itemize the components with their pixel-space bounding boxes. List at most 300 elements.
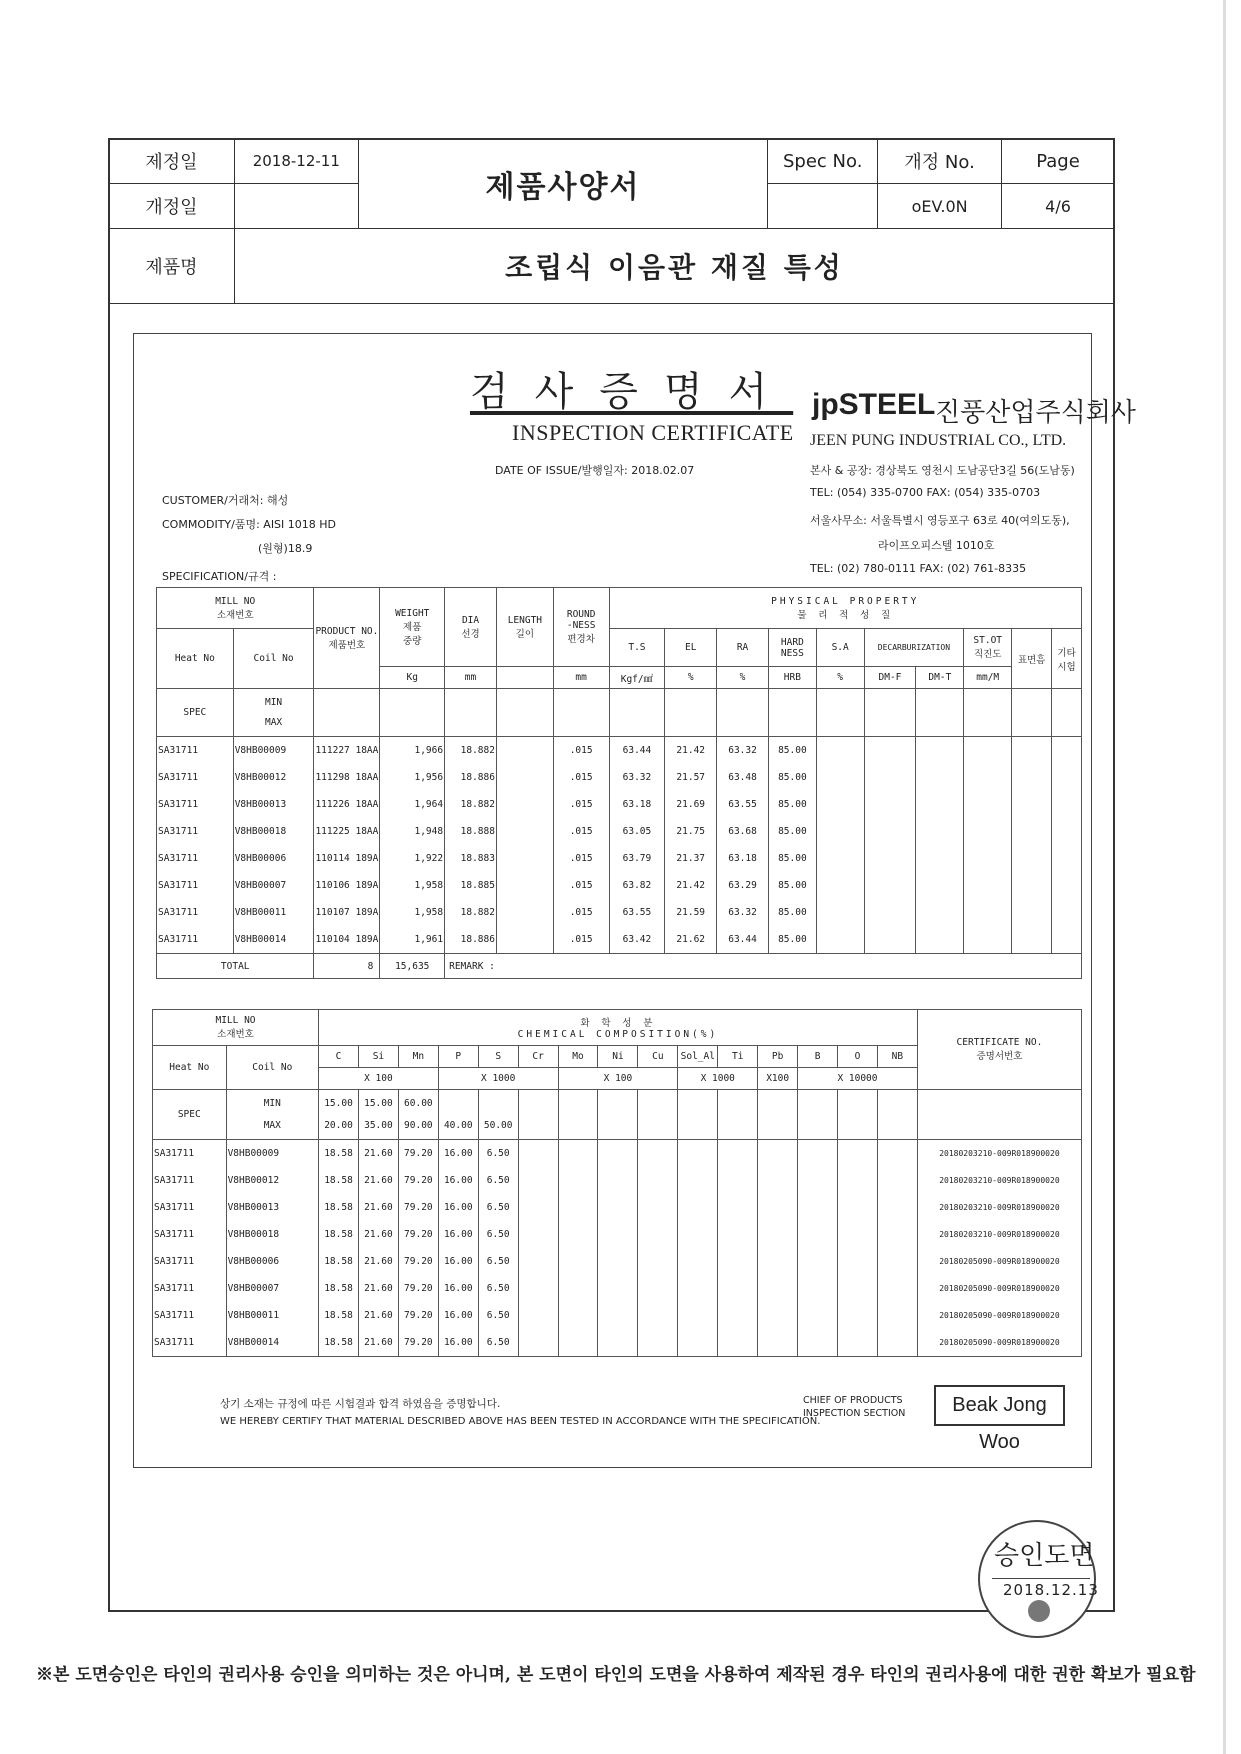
spec-p-max: 40.00 bbox=[443, 1119, 473, 1131]
col-hardness: HARD NESS bbox=[768, 629, 816, 667]
table-cell: 85.00 bbox=[768, 926, 816, 954]
table-cell bbox=[864, 764, 916, 791]
table-cell bbox=[916, 764, 964, 791]
spec-s-max: 50.00 bbox=[483, 1119, 513, 1131]
chem-col-heat-no: Heat No bbox=[153, 1046, 227, 1090]
table-cell bbox=[638, 1167, 678, 1194]
table-row bbox=[153, 1275, 1082, 1302]
table-row bbox=[153, 1194, 1082, 1221]
table-cell: 21.57 bbox=[665, 764, 717, 791]
table-cell: SA31711 bbox=[153, 1275, 227, 1302]
table-cell bbox=[877, 1329, 917, 1357]
spec-cell bbox=[1012, 689, 1052, 737]
table-cell: V8HB00007 bbox=[226, 1275, 318, 1302]
table-row bbox=[153, 1167, 1082, 1194]
table-cell bbox=[718, 1329, 758, 1357]
spec-cell bbox=[758, 1090, 798, 1140]
table-cell: 20180203210-009R018900020 bbox=[917, 1140, 1081, 1168]
stamp-divider bbox=[992, 1578, 1090, 1579]
element-sol_al: Sol_Al bbox=[678, 1046, 718, 1068]
total-count: 8 bbox=[314, 954, 380, 979]
table-cell bbox=[1012, 737, 1052, 765]
table-cell bbox=[1052, 818, 1082, 845]
table-cell: 110106 189A bbox=[314, 872, 380, 899]
table-cell bbox=[598, 1140, 638, 1168]
table-cell: 63.18 bbox=[717, 845, 769, 872]
page-value: 4/6 bbox=[1002, 184, 1115, 229]
table-row bbox=[157, 791, 1082, 818]
spec-min-max bbox=[233, 689, 314, 737]
table-cell: SA31711 bbox=[157, 845, 234, 872]
table-cell: V8HB00013 bbox=[233, 791, 314, 818]
table-cell: 110104 189A bbox=[314, 926, 380, 954]
spec-cell bbox=[496, 689, 553, 737]
table-cell bbox=[558, 1167, 598, 1194]
col-weight: WEIGHT 제품 중량 bbox=[380, 588, 445, 667]
table-cell: 111298 18AA bbox=[314, 764, 380, 791]
table-cell: 16.00 bbox=[438, 1302, 478, 1329]
unit-dmf: DM-F bbox=[864, 667, 916, 689]
table-cell: SA31711 bbox=[153, 1302, 227, 1329]
spec-cell bbox=[917, 1090, 1081, 1140]
rev-no-value: oEV.0N bbox=[878, 184, 1002, 229]
chemical-composition-table bbox=[152, 1009, 1082, 1357]
table-cell: 1,964 bbox=[380, 791, 445, 818]
table-cell: 18.58 bbox=[319, 1302, 359, 1329]
table-cell: 79.20 bbox=[398, 1248, 438, 1275]
table-cell bbox=[798, 1275, 838, 1302]
col-mill-no: MILL NO 소재번호 bbox=[157, 588, 314, 629]
label-spec-no: Spec No. bbox=[768, 139, 878, 184]
table-cell: 20180203210-009R018900020 bbox=[917, 1221, 1081, 1248]
chem-col-mill-no: MILL NO 소재번호 bbox=[153, 1010, 319, 1046]
table-cell bbox=[558, 1221, 598, 1248]
table-cell: 21.60 bbox=[358, 1140, 398, 1168]
table-cell bbox=[1012, 764, 1052, 791]
col-surface: 표면흠 bbox=[1012, 629, 1052, 689]
bottom-disclaimer: ※본 도면승인은 타인의 권리사용 승인을 의미하는 것은 아니며, 본 도면이 타인의 도면을 사용하여 제작된 경우 타인의 권리사용에 대한 권한 확보가 필요함 bbox=[36, 1665, 1196, 1685]
element-nb: NB bbox=[877, 1046, 917, 1068]
col-dia: DIA 선경 bbox=[445, 588, 497, 667]
table-cell bbox=[598, 1329, 638, 1357]
table-cell: 18.58 bbox=[319, 1167, 359, 1194]
spec-label: SPEC bbox=[157, 689, 234, 737]
table-cell bbox=[877, 1248, 917, 1275]
table-cell: 63.55 bbox=[609, 899, 665, 926]
spec-s bbox=[478, 1090, 518, 1140]
table-cell: 21.42 bbox=[665, 737, 717, 765]
spec-si-max: 35.00 bbox=[364, 1119, 393, 1131]
table-cell bbox=[718, 1302, 758, 1329]
table-cell: SA31711 bbox=[153, 1140, 227, 1168]
unit-weight: Kg bbox=[380, 667, 445, 689]
col-product-no: PRODUCT NO. 제품번호 bbox=[314, 588, 380, 689]
table-cell bbox=[838, 1167, 878, 1194]
table-cell bbox=[964, 737, 1012, 765]
mult-x10000: X 10000 bbox=[798, 1068, 918, 1090]
table-cell: 18.886 bbox=[445, 764, 497, 791]
table-cell bbox=[798, 1302, 838, 1329]
spec-cell bbox=[558, 1090, 598, 1140]
spec-cell bbox=[768, 689, 816, 737]
table-cell: V8HB00009 bbox=[233, 737, 314, 765]
col-coil-no: Coil No bbox=[233, 629, 314, 689]
table-cell bbox=[838, 1140, 878, 1168]
table-cell bbox=[496, 791, 553, 818]
table-cell: 85.00 bbox=[768, 764, 816, 791]
table-cell: V8HB00007 bbox=[233, 872, 314, 899]
table-cell: SA31711 bbox=[157, 899, 234, 926]
table-cell bbox=[1012, 818, 1052, 845]
table-cell: 110114 189A bbox=[314, 845, 380, 872]
table-cell: V8HB00014 bbox=[226, 1329, 318, 1357]
table-cell: 6.50 bbox=[478, 1167, 518, 1194]
table-cell bbox=[558, 1140, 598, 1168]
table-row bbox=[157, 845, 1082, 872]
table-cell bbox=[598, 1248, 638, 1275]
table-cell bbox=[1012, 845, 1052, 872]
table-cell bbox=[838, 1275, 878, 1302]
table-cell: 21.60 bbox=[358, 1248, 398, 1275]
cert-statement-kr: 상기 소재는 규정에 따른 시험결과 합격 하였음을 증명합니다. bbox=[220, 1398, 501, 1410]
table-cell: 18.58 bbox=[319, 1329, 359, 1357]
table-cell: SA31711 bbox=[157, 872, 234, 899]
table-cell: 63.18 bbox=[609, 791, 665, 818]
table-cell bbox=[558, 1302, 598, 1329]
table-cell: 63.68 bbox=[717, 818, 769, 845]
table-cell bbox=[964, 926, 1012, 954]
table-cell: 21.42 bbox=[665, 872, 717, 899]
table-cell: V8HB00018 bbox=[226, 1221, 318, 1248]
table-cell: 79.20 bbox=[398, 1275, 438, 1302]
table-cell: 63.48 bbox=[717, 764, 769, 791]
table-cell bbox=[758, 1221, 798, 1248]
table-cell bbox=[758, 1194, 798, 1221]
table-cell bbox=[638, 1275, 678, 1302]
table-cell bbox=[718, 1167, 758, 1194]
table-cell: 1,961 bbox=[380, 926, 445, 954]
table-cell: 63.55 bbox=[717, 791, 769, 818]
table-cell: V8HB00006 bbox=[226, 1248, 318, 1275]
table-cell: SA31711 bbox=[157, 926, 234, 954]
table-cell bbox=[598, 1221, 638, 1248]
unit-mmm: mm/M bbox=[964, 667, 1012, 689]
table-cell: V8HB00018 bbox=[233, 818, 314, 845]
table-cell bbox=[496, 764, 553, 791]
table-cell bbox=[1052, 926, 1082, 954]
table-cell: 21.60 bbox=[358, 1302, 398, 1329]
spec-si-min: 15.00 bbox=[364, 1097, 393, 1109]
unit-el: % bbox=[665, 667, 717, 689]
table-cell bbox=[496, 899, 553, 926]
label-rev-no: 개정 No. bbox=[878, 139, 1002, 184]
spec-cell bbox=[916, 689, 964, 737]
table-cell: V8HB00006 bbox=[233, 845, 314, 872]
table-cell bbox=[758, 1248, 798, 1275]
table-cell: 18.58 bbox=[319, 1140, 359, 1168]
table-cell bbox=[864, 737, 916, 765]
commodity-line-2: (원형)18.9 bbox=[258, 542, 313, 555]
chem-col-certificate: CERTIFICATE NO. 증명서번호 bbox=[917, 1010, 1081, 1090]
spec-cell bbox=[838, 1090, 878, 1140]
table-cell bbox=[518, 1275, 558, 1302]
max-label: MAX bbox=[264, 716, 283, 728]
table-cell: 20180203210-009R018900020 bbox=[917, 1194, 1081, 1221]
table-cell bbox=[638, 1194, 678, 1221]
table-cell bbox=[598, 1167, 638, 1194]
table-cell: 21.60 bbox=[358, 1167, 398, 1194]
unit-length bbox=[496, 667, 553, 689]
table-cell: V8HB00009 bbox=[226, 1140, 318, 1168]
table-cell: 21.59 bbox=[665, 899, 717, 926]
table-cell bbox=[598, 1194, 638, 1221]
table-cell bbox=[838, 1302, 878, 1329]
table-cell bbox=[518, 1140, 558, 1168]
col-ra: RA bbox=[717, 629, 769, 667]
table-cell bbox=[864, 818, 916, 845]
revised-date bbox=[234, 184, 358, 229]
table-cell bbox=[798, 1194, 838, 1221]
table-cell bbox=[916, 791, 964, 818]
table-cell bbox=[558, 1194, 598, 1221]
table-row bbox=[157, 737, 1082, 765]
element-mo: Mo bbox=[558, 1046, 598, 1068]
spec-cell bbox=[445, 689, 497, 737]
table-cell bbox=[496, 926, 553, 954]
company-address-2: 서울사무소: 서울특별시 영등포구 63로 40(여의도동), bbox=[810, 514, 1070, 527]
issue-date: DATE OF ISSUE/발행일자: 2018.02.07 bbox=[495, 464, 695, 477]
table-cell: 20180205090-009R018900020 bbox=[917, 1329, 1081, 1357]
table-cell bbox=[758, 1329, 798, 1357]
table-cell: 18.883 bbox=[445, 845, 497, 872]
table-cell: 18.882 bbox=[445, 737, 497, 765]
table-cell: 63.05 bbox=[609, 818, 665, 845]
company-address-1: 본사 & 공장: 경상북도 영천시 도남공단3길 56(도남동) bbox=[810, 464, 1075, 477]
table-cell: 6.50 bbox=[478, 1140, 518, 1168]
table-cell bbox=[518, 1248, 558, 1275]
table-cell bbox=[558, 1248, 598, 1275]
table-cell: 63.42 bbox=[609, 926, 665, 954]
table-cell bbox=[718, 1248, 758, 1275]
table-cell bbox=[916, 737, 964, 765]
unit-ts: Kgf/㎟ bbox=[609, 667, 665, 689]
table-cell bbox=[864, 926, 916, 954]
unit-ra: % bbox=[717, 667, 769, 689]
table-row bbox=[157, 899, 1082, 926]
stamp-title: 승인도면 bbox=[994, 1541, 1095, 1571]
table-cell bbox=[678, 1329, 718, 1357]
chem-spec-label: SPEC bbox=[153, 1090, 227, 1140]
table-cell: SA31711 bbox=[153, 1167, 227, 1194]
table-row bbox=[153, 1221, 1082, 1248]
table-cell bbox=[877, 1275, 917, 1302]
table-cell: 6.50 bbox=[478, 1248, 518, 1275]
table-cell bbox=[758, 1167, 798, 1194]
table-cell: 79.20 bbox=[398, 1302, 438, 1329]
table-cell bbox=[798, 1329, 838, 1357]
max-label: MAX bbox=[263, 1119, 281, 1131]
table-row bbox=[153, 1302, 1082, 1329]
table-cell: 18.58 bbox=[319, 1221, 359, 1248]
unit-round: mm bbox=[553, 667, 609, 689]
table-cell bbox=[816, 899, 864, 926]
col-el: EL bbox=[665, 629, 717, 667]
table-cell: 111226 18AA bbox=[314, 791, 380, 818]
col-roundness: ROUND -NESS 편경차 bbox=[553, 588, 609, 667]
table-cell: 1,922 bbox=[380, 845, 445, 872]
company-logo: jpSTEEL bbox=[812, 388, 936, 421]
table-cell bbox=[816, 791, 864, 818]
page-edge-shadow bbox=[1223, 0, 1226, 1754]
table-cell bbox=[1012, 791, 1052, 818]
table-cell: 85.00 bbox=[768, 791, 816, 818]
table-cell: .015 bbox=[553, 818, 609, 845]
spec-p bbox=[438, 1090, 478, 1140]
cert-title-kr: 검사증명서 bbox=[470, 369, 794, 415]
table-cell bbox=[838, 1329, 878, 1357]
min-label: MIN bbox=[264, 696, 283, 708]
table-cell bbox=[678, 1140, 718, 1168]
table-cell: 20180205090-009R018900020 bbox=[917, 1248, 1081, 1275]
table-cell bbox=[758, 1302, 798, 1329]
table-cell: 85.00 bbox=[768, 818, 816, 845]
table-cell: 21.75 bbox=[665, 818, 717, 845]
table-cell: 63.32 bbox=[717, 737, 769, 765]
commodity-line: COMMODITY/품명: AISI 1018 HD bbox=[162, 518, 337, 531]
table-cell bbox=[1012, 899, 1052, 926]
table-cell: 79.20 bbox=[398, 1167, 438, 1194]
remark: REMARK : bbox=[445, 954, 1082, 979]
table-cell: SA31711 bbox=[157, 791, 234, 818]
company-address-3: 라이프오피스텔 1010호 bbox=[878, 539, 995, 552]
table-cell bbox=[758, 1140, 798, 1168]
table-cell: SA31711 bbox=[157, 764, 234, 791]
table-cell: SA31711 bbox=[157, 818, 234, 845]
table-cell: 18.58 bbox=[319, 1194, 359, 1221]
table-cell bbox=[758, 1275, 798, 1302]
table-cell: 21.37 bbox=[665, 845, 717, 872]
spec-cell bbox=[877, 1090, 917, 1140]
table-cell bbox=[518, 1167, 558, 1194]
table-cell bbox=[916, 872, 964, 899]
col-physical-property: PHYSICAL PROPERTY 물 리 적 성 질 bbox=[609, 588, 1081, 629]
table-cell bbox=[638, 1140, 678, 1168]
doc-title: 제품사양서 bbox=[358, 139, 768, 229]
table-cell: 6.50 bbox=[478, 1275, 518, 1302]
spec-cell bbox=[665, 689, 717, 737]
chief-inspection: CHIEF OF PRODUCTS INSPECTION SECTION bbox=[803, 1395, 906, 1419]
table-cell bbox=[718, 1194, 758, 1221]
mult-x1000-b: X 1000 bbox=[678, 1068, 758, 1090]
table-cell bbox=[1052, 899, 1082, 926]
spec-cell bbox=[678, 1090, 718, 1140]
table-cell: 6.50 bbox=[478, 1194, 518, 1221]
unit-dmt: DM-T bbox=[916, 667, 964, 689]
table-cell: SA31711 bbox=[153, 1248, 227, 1275]
spec-cell bbox=[598, 1090, 638, 1140]
table-cell bbox=[916, 899, 964, 926]
company-name-kr: 진풍산업주식회사 bbox=[935, 398, 1136, 428]
table-cell: 18.885 bbox=[445, 872, 497, 899]
table-cell: 79.20 bbox=[398, 1194, 438, 1221]
table-cell bbox=[816, 845, 864, 872]
product-name: 조립식 이음관 재질 특성 bbox=[234, 229, 1114, 304]
spec-no-value bbox=[768, 184, 878, 229]
table-cell bbox=[638, 1221, 678, 1248]
table-cell: 63.29 bbox=[717, 872, 769, 899]
table-cell: 85.00 bbox=[768, 872, 816, 899]
table-cell: 63.79 bbox=[609, 845, 665, 872]
table-cell: 16.00 bbox=[438, 1275, 478, 1302]
table-cell bbox=[678, 1167, 718, 1194]
table-row bbox=[153, 1329, 1082, 1357]
table-cell bbox=[598, 1275, 638, 1302]
chem-spec-min-max bbox=[226, 1090, 318, 1140]
table-cell bbox=[816, 764, 864, 791]
table-cell: .015 bbox=[553, 764, 609, 791]
table-cell bbox=[1052, 872, 1082, 899]
spec-c bbox=[319, 1090, 359, 1140]
table-cell: 111225 18AA bbox=[314, 818, 380, 845]
table-cell bbox=[816, 926, 864, 954]
table-cell bbox=[916, 926, 964, 954]
table-cell: V8HB00012 bbox=[233, 764, 314, 791]
spec-c-min: 15.00 bbox=[324, 1097, 353, 1109]
table-cell: 1,956 bbox=[380, 764, 445, 791]
table-cell: 16.00 bbox=[438, 1329, 478, 1357]
table-row bbox=[157, 872, 1082, 899]
table-cell bbox=[1052, 845, 1082, 872]
table-cell: V8HB00011 bbox=[226, 1302, 318, 1329]
element-cr: Cr bbox=[518, 1046, 558, 1068]
table-cell: 16.00 bbox=[438, 1167, 478, 1194]
table-cell: 16.00 bbox=[438, 1140, 478, 1168]
element-pb: Pb bbox=[758, 1046, 798, 1068]
table-cell bbox=[678, 1275, 718, 1302]
table-cell bbox=[964, 845, 1012, 872]
table-cell: .015 bbox=[553, 926, 609, 954]
table-cell: 20180205090-009R018900020 bbox=[917, 1275, 1081, 1302]
element-mn: Mn bbox=[398, 1046, 438, 1068]
created-date: 2018-12-11 bbox=[234, 139, 358, 184]
table-cell: .015 bbox=[553, 737, 609, 765]
table-cell bbox=[877, 1194, 917, 1221]
table-row bbox=[157, 818, 1082, 845]
table-cell: 16.00 bbox=[438, 1194, 478, 1221]
table-cell bbox=[678, 1194, 718, 1221]
table-cell: 85.00 bbox=[768, 899, 816, 926]
table-cell: 18.58 bbox=[319, 1248, 359, 1275]
table-cell bbox=[718, 1275, 758, 1302]
table-cell: 1,948 bbox=[380, 818, 445, 845]
unit-dia: mm bbox=[445, 667, 497, 689]
table-cell bbox=[864, 899, 916, 926]
table-cell: 18.882 bbox=[445, 899, 497, 926]
spec-si bbox=[358, 1090, 398, 1140]
table-cell: 21.60 bbox=[358, 1221, 398, 1248]
col-length: LENGTH 길이 bbox=[496, 588, 553, 667]
table-cell: 85.00 bbox=[768, 737, 816, 765]
min-label: MIN bbox=[263, 1097, 281, 1109]
table-cell: 1,966 bbox=[380, 737, 445, 765]
table-cell: SA31711 bbox=[157, 737, 234, 765]
table-cell: 79.20 bbox=[398, 1329, 438, 1357]
table-cell bbox=[864, 791, 916, 818]
spec-cell bbox=[553, 689, 609, 737]
table-cell bbox=[1012, 926, 1052, 954]
table-cell: V8HB00011 bbox=[233, 899, 314, 926]
col-heat-no: Heat No bbox=[157, 629, 234, 689]
